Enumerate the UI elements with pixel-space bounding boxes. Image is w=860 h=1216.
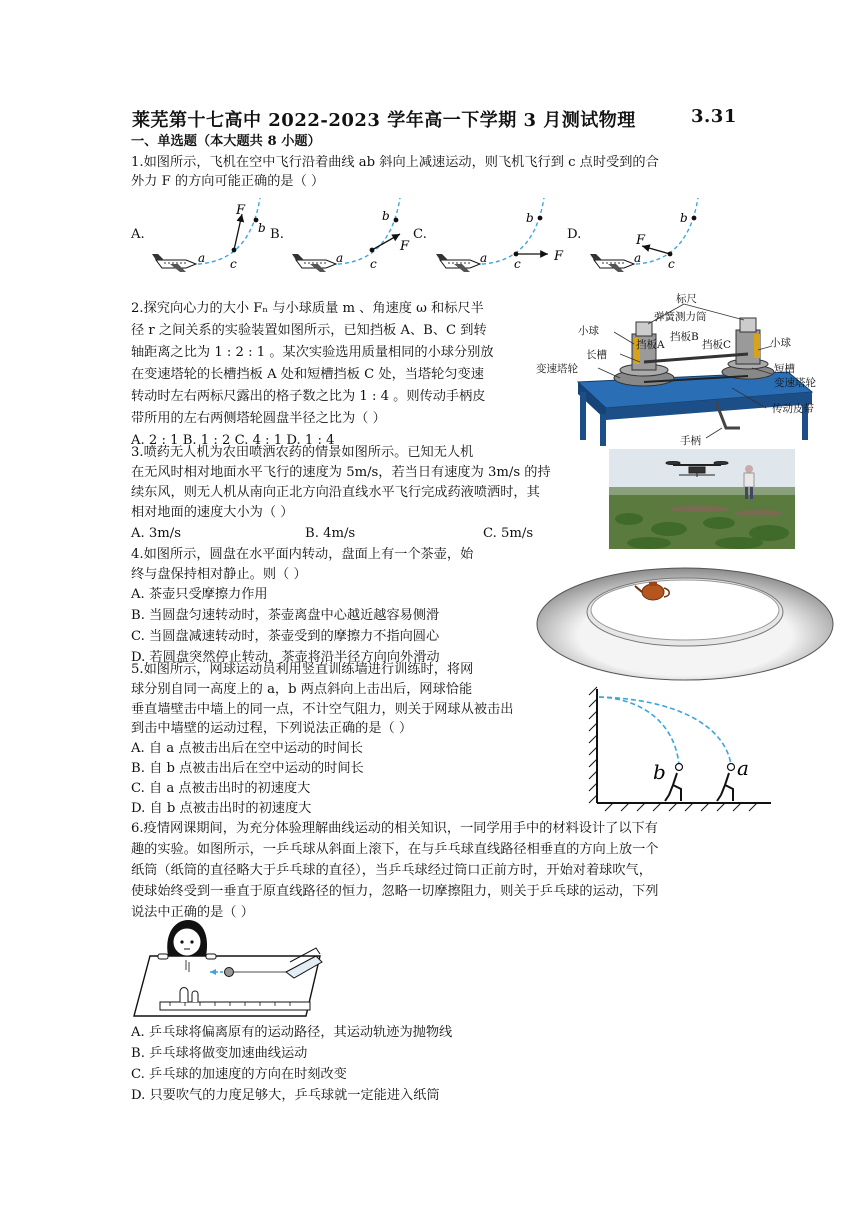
q5-line2: 球分别自同一高度上的 a，b 两点斜向上击出后，网球恰能: [131, 682, 473, 697]
svg-text:c: c: [370, 257, 377, 271]
q6-option-a: A. 乒乓球将偏离原有的运动路径，其运动轨迹为抛物线: [131, 1025, 453, 1040]
q5-option-d: D. 自 b 点被击出时的初速度大: [131, 801, 312, 816]
q1-line1: 1.如图所示，飞机在空中飞行沿着曲线 ab 斜向上减速运动，则飞机飞行到 c 点时受到的合: [131, 155, 659, 170]
svg-text:c: c: [230, 257, 237, 271]
svg-text:c: c: [668, 257, 675, 271]
svg-text:a: a: [198, 251, 206, 265]
svg-text:F: F: [554, 249, 564, 264]
q6-option-c: C. 乒乓球的加速度的方向在时刻改变: [131, 1067, 347, 1082]
q3-option-a: A. 3m/s: [131, 526, 182, 541]
q2-apparatus-figure: [536, 292, 836, 450]
svg-text:b: b: [258, 221, 266, 235]
svg-text:b: b: [680, 211, 688, 225]
q1-option-b: B.: [270, 227, 284, 242]
q5-label-b: b: [653, 760, 666, 784]
q4-option-b: B. 当圆盘匀速转动时，茶壶离盘中心越近越容易侧滑: [131, 608, 440, 623]
q2-label-biansu-left: 变速塔轮: [536, 363, 578, 375]
q5-line4: 到击中墙壁的运动过程，下列说法正确的是（ ）: [131, 721, 413, 736]
q1-figure-d: [590, 198, 698, 272]
q1-figures: [150, 188, 730, 278]
q4-line2: 终与盘保持相对静止。则（ ）: [131, 567, 307, 582]
q5-option-c: C. 自 a 点被击出时的初速度大: [131, 781, 311, 796]
q2-label-biaochi: 标尺: [676, 293, 697, 305]
svg-text:a: a: [336, 251, 344, 265]
q4-option-a: A. 茶壶只受摩擦力作用: [131, 587, 268, 602]
q4-option-c: C. 当圆盘减速转动时，茶壶受到的摩擦力不指向圆心: [131, 629, 440, 644]
q3-option-b: B. 4m/s: [305, 526, 356, 541]
page-title: 莱芜第十七高中 2022-2023 学年高一下学期 3 月测试物理: [132, 110, 636, 131]
q6-line1: 6.疫情网课期间，为充分体验理解曲线运动的相关知识，一同学用手中的材料设计了以下有: [131, 821, 658, 836]
q1-line2: 外力 F 的方向可能正确的是（ ）: [131, 174, 325, 189]
q1-option-d: D.: [567, 227, 582, 242]
q6-pingpong-figure: [130, 916, 335, 1022]
q2-label-ball-left: 小球: [578, 325, 599, 337]
q3-drone-photo: [609, 449, 795, 549]
q5-label-a: a: [737, 756, 749, 780]
q2-label-dangban-c: 挡板C: [702, 339, 732, 351]
q2-line1: 2.探究向心力的大小 Fₙ 与小球质量 m 、角速度 ω 和标尺半: [131, 301, 484, 316]
q2-options: A. 2 : 1 B. 1 : 2 C. 4 : 1 D. 1 : 4: [131, 433, 335, 448]
q1-figure-b: [292, 198, 410, 272]
q2-label-shoubing: 手柄: [680, 435, 701, 447]
q3-line2: 在无风时相对地面水平飞行的速度为 5m/s，若当日有速度为 3m/s 的持: [131, 465, 551, 480]
q2-label-dangban-a: 挡板A: [636, 339, 665, 351]
q5-line1: 5.如图所示，网球运动员利用竖直训练墙进行训练时，将网: [131, 662, 474, 677]
svg-text:b: b: [526, 211, 534, 225]
q1-figure-a: [152, 198, 266, 272]
q5-wall-figure: [585, 685, 775, 813]
q2-label-tanhuang: 弹簧测力筒: [654, 311, 707, 323]
q4-disk-figure: [535, 566, 835, 684]
page-date: 3.31: [691, 106, 737, 127]
q3-line3: 续东风，则无人机从南向正北方向沿直线水平飞行完成药液喷洒时，其: [131, 485, 540, 500]
q2-line3: 轴距离之比为 1 : 2 : 1 。某次实验选用质量相同的小球分别放: [131, 345, 494, 360]
svg-text:c: c: [514, 257, 521, 271]
q2-label-ball-right: 小球: [770, 337, 791, 349]
q3-option-c: C. 5m/s: [483, 526, 534, 541]
q4-option-d: D. 若圆盘突然停止转动，茶壶将沿半径方向向外滑动: [131, 650, 440, 665]
q2-label-biansu-right: 变速塔轮: [774, 377, 816, 389]
q6-line5: 说法中正确的是（ ）: [131, 905, 254, 920]
svg-text:F: F: [400, 239, 410, 254]
q6-line4: 使球始终受到一垂直于原直线路径的恒力，忽略一切摩擦阻力，则关于乒乓球的运动，下列: [131, 884, 659, 899]
q3-line1: 3.喷药无人机为农田喷洒农药的情景如图所示。已知无人机: [131, 445, 474, 460]
q2-label-dangban-b: 挡板B: [670, 331, 699, 343]
svg-text:b: b: [382, 209, 390, 223]
q1-option-a: A.: [131, 227, 145, 242]
q2-line4: 在变速塔轮的长槽挡板 A 处和短槽挡板 C 处，当塔轮匀变速: [131, 367, 484, 382]
q2-label-changcao: 长槽: [586, 349, 607, 361]
q2-label-duancao: 短槽: [774, 363, 795, 375]
q2-line6: 带所用的左右两侧塔轮圆盘半径之比为（ ）: [131, 411, 386, 426]
q3-line4: 相对地面的速度大小为（ ）: [131, 505, 294, 520]
q6-line2: 趣的实验。如图所示，一乒乓球从斜面上滚下，在与乒乓球直线路径相垂直的方向上放一个: [131, 842, 659, 857]
q5-option-a: A. 自 a 点被击出后在空中运动的时间长: [131, 741, 363, 756]
q5-line3: 垂直墙壁击中墙上的同一点，不计空气阻力，则关于网球从被击出: [131, 702, 514, 717]
q6-option-d: D. 只要吹气的力度足够大，乒乓球就一定能进入纸筒: [131, 1088, 440, 1103]
q5-option-b: B. 自 b 点被击出后在空中运动的时间长: [131, 761, 364, 776]
q2-label-pidai: 传动皮带: [772, 403, 814, 415]
q2-line2: 径 r 之间关系的实验装置如图所示，已知挡板 A、B、C 到转: [131, 323, 487, 338]
q6-line3: 纸筒（纸筒的直径略大于乒乓球的直径），当乒乓球经过筒口正前方时，开始对着球吹气，: [131, 863, 652, 878]
q1-figure-c: [436, 198, 564, 272]
q1-option-c: C.: [413, 227, 427, 242]
q4-line1: 4.如图所示，圆盘在水平面内转动，盘面上有一个茶壶，始: [131, 547, 474, 562]
q1a-label-f: F: [236, 203, 246, 218]
svg-text:a: a: [480, 251, 488, 265]
svg-text:a: a: [634, 251, 642, 265]
svg-text:F: F: [636, 233, 646, 248]
q2-line5: 转动时左右两标尺露出的格子数之比为 1 : 4 。则传动手柄皮: [131, 389, 486, 404]
section-heading: 一、单选题（本大题共 8 小题）: [131, 134, 321, 149]
q6-option-b: B. 乒乓球将做变加速曲线运动: [131, 1046, 308, 1061]
